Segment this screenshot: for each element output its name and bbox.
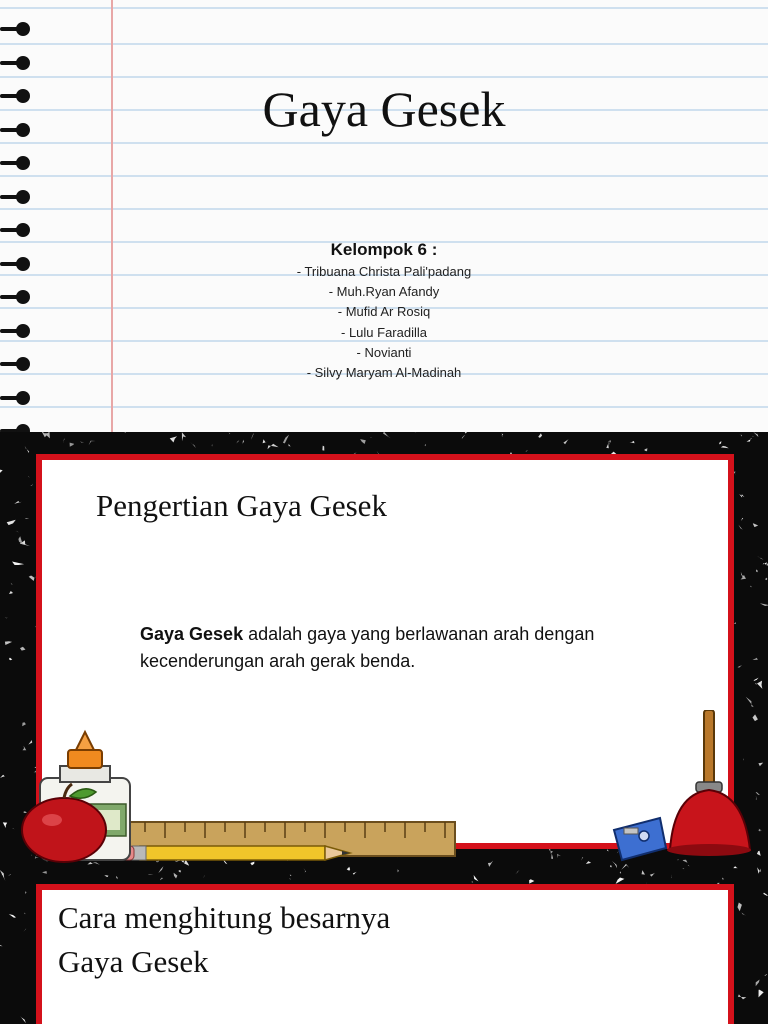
calculation-title-line: Cara menghitung besarnya — [58, 900, 391, 935]
marble-fleck — [462, 432, 467, 434]
pencil-icon — [122, 846, 350, 860]
marble-fleck — [24, 912, 26, 914]
notebook-ring-icon — [0, 56, 34, 70]
school-supplies-decoration — [20, 728, 460, 868]
marble-fleck — [752, 435, 754, 437]
marble-fleck — [89, 441, 96, 446]
marble-fleck — [9, 658, 12, 661]
marble-fleck — [179, 870, 181, 873]
content-slides — [0, 432, 768, 1024]
marble-fleck — [25, 446, 29, 453]
marble-fleck — [586, 861, 591, 864]
marble-fleck — [738, 665, 743, 668]
marble-fleck — [738, 903, 742, 912]
marble-fleck — [303, 868, 305, 872]
marble-fleck — [3, 822, 7, 828]
marble-fleck — [5, 617, 8, 618]
marble-fleck — [581, 857, 583, 861]
marble-fleck — [563, 439, 569, 445]
member-item: - Muh.Ryan Afandy — [328, 284, 440, 300]
marble-fleck — [752, 657, 758, 660]
marble-fleck — [763, 893, 767, 896]
notebook-ring-icon — [0, 156, 34, 170]
marble-fleck — [5, 641, 12, 645]
marble-fleck — [630, 441, 635, 443]
marble-fleck — [757, 681, 762, 689]
member-item: - Mufid Ar Rosiq — [337, 304, 431, 320]
marble-fleck — [104, 875, 108, 877]
definition-term: Gaya Gesek — [140, 624, 244, 644]
marble-fleck — [204, 876, 205, 878]
marble-fleck — [746, 697, 754, 707]
marble-fleck — [739, 435, 741, 437]
marble-fleck — [425, 444, 426, 446]
marble-fleck — [9, 914, 16, 918]
marble-fleck — [650, 873, 655, 877]
marble-fleck — [471, 881, 473, 882]
marble-fleck — [759, 990, 764, 998]
marble-fleck — [251, 433, 253, 440]
marble-fleck — [7, 520, 16, 525]
marble-fleck — [0, 944, 3, 946]
marble-fleck — [29, 576, 35, 582]
marble-fleck — [322, 446, 324, 451]
marble-fleck — [734, 471, 736, 476]
notebook-ring-icon — [0, 22, 34, 36]
marble-fleck — [24, 928, 27, 931]
marble-fleck — [9, 591, 13, 594]
notebook-ring-icon — [0, 190, 34, 204]
marble-fleck — [502, 434, 504, 437]
marble-fleck — [290, 878, 291, 880]
marble-fleck — [12, 562, 24, 566]
marble-fleck — [529, 879, 534, 883]
member-item: - Novianti — [356, 344, 412, 360]
calculation-title-line: Gaya Gesek — [58, 944, 209, 979]
notebook-ring-icon — [0, 424, 34, 432]
marble-fleck — [148, 874, 153, 875]
marble-fleck — [747, 438, 753, 441]
marble-fleck — [20, 1016, 26, 1023]
marble-fleck — [753, 523, 758, 527]
marble-fleck — [25, 518, 29, 519]
marble-fleck — [360, 439, 366, 444]
marble-fleck — [488, 861, 493, 867]
group-heading: Kelompok 6 : — [330, 240, 438, 259]
group-members-block — [0, 238, 768, 383]
marble-fleck — [182, 432, 186, 441]
title-slide — [0, 0, 768, 432]
marble-fleck — [170, 436, 177, 442]
sharpener-icon — [614, 818, 666, 860]
marble-fleck — [721, 446, 729, 448]
marble-fleck — [722, 878, 724, 882]
marble-fleck — [741, 518, 743, 521]
marble-fleck — [760, 603, 768, 606]
marble-fleck — [13, 828, 15, 829]
marble-fleck — [242, 440, 244, 445]
marble-fleck — [756, 980, 760, 987]
marble-fleck — [25, 891, 27, 894]
marble-fleck — [0, 870, 5, 881]
marble-fleck — [526, 450, 528, 452]
marble-fleck — [30, 484, 32, 486]
marble-fleck — [22, 722, 26, 726]
marble-fleck — [8, 874, 11, 876]
marble-fleck — [42, 871, 47, 874]
marble-fleck — [0, 469, 3, 473]
marble-fleck — [290, 875, 292, 876]
marble-fleck — [751, 586, 752, 588]
marble-fleck — [765, 578, 767, 581]
notebook-ring-icon — [0, 223, 34, 237]
marble-fleck — [642, 870, 646, 875]
marble-fleck — [263, 439, 269, 443]
marble-fleck — [0, 775, 5, 779]
definition-text — [140, 621, 660, 675]
member-item: - Tribuana Christa Pali'padang — [296, 264, 472, 279]
marble-fleck — [414, 432, 418, 433]
marble-fleck — [757, 556, 764, 560]
marble-fleck — [63, 438, 65, 442]
marble-fleck — [756, 569, 758, 572]
marble-fleck — [398, 869, 400, 872]
marble-fleck — [190, 442, 196, 448]
bell-and-sharpener-decoration — [608, 710, 768, 870]
marble-fleck — [462, 435, 465, 439]
presentation-title: Gaya Gesek — [262, 81, 506, 137]
marble-fleck — [616, 878, 625, 884]
marble-fleck — [538, 433, 542, 438]
member-item: - Lulu Faradilla — [341, 324, 427, 340]
marble-fleck — [174, 873, 178, 879]
school-bell-icon — [667, 710, 751, 856]
marble-fleck — [370, 437, 372, 438]
marble-fleck — [20, 647, 26, 651]
marble-fleck — [70, 443, 74, 447]
calculation-card — [36, 884, 734, 1024]
marble-fleck — [289, 444, 292, 447]
marble-fleck — [15, 530, 18, 533]
marble-fleck — [515, 870, 519, 874]
marble-fleck — [738, 994, 746, 999]
marble-fleck — [268, 444, 279, 449]
definition-title: Pengertian Gaya Gesek — [96, 488, 387, 523]
marble-fleck — [353, 872, 357, 875]
marble-fleck — [283, 435, 289, 444]
marble-fleck — [753, 432, 758, 437]
marble-fleck — [119, 432, 127, 433]
marble-fleck — [383, 432, 391, 438]
definition-body: adalah gaya yang berlawanan arah dengan kecenderungan arah gerak benda. — [140, 624, 595, 671]
marble-fleck — [719, 441, 721, 444]
marble-fleck — [551, 853, 555, 858]
marble-fleck — [80, 441, 84, 443]
marble-fleck — [14, 501, 22, 504]
marble-fleck — [742, 913, 746, 916]
marble-fleck — [754, 678, 759, 682]
marble-fleck — [474, 875, 479, 881]
marble-fleck — [212, 444, 213, 446]
marble-fleck — [671, 874, 672, 878]
member-item: - Silvy Maryam Al-Madinah — [306, 365, 462, 381]
marble-fleck — [557, 854, 561, 858]
marble-fleck — [620, 871, 622, 873]
calculation-title — [58, 896, 658, 984]
marble-fleck — [116, 876, 117, 879]
marble-fleck — [764, 974, 767, 976]
marble-fleck — [756, 683, 757, 685]
marble-fleck — [606, 441, 609, 448]
marble-fleck — [763, 562, 767, 565]
marble-fleck — [160, 878, 163, 881]
marble-fleck — [228, 432, 230, 434]
notebook-ring-icon — [0, 391, 34, 405]
marble-fleck — [645, 448, 648, 451]
marble-fleck — [236, 440, 239, 444]
marble-fleck — [739, 525, 743, 530]
marble-fleck — [28, 476, 30, 478]
marble-fleck — [739, 494, 744, 498]
marble-fleck — [11, 583, 14, 585]
